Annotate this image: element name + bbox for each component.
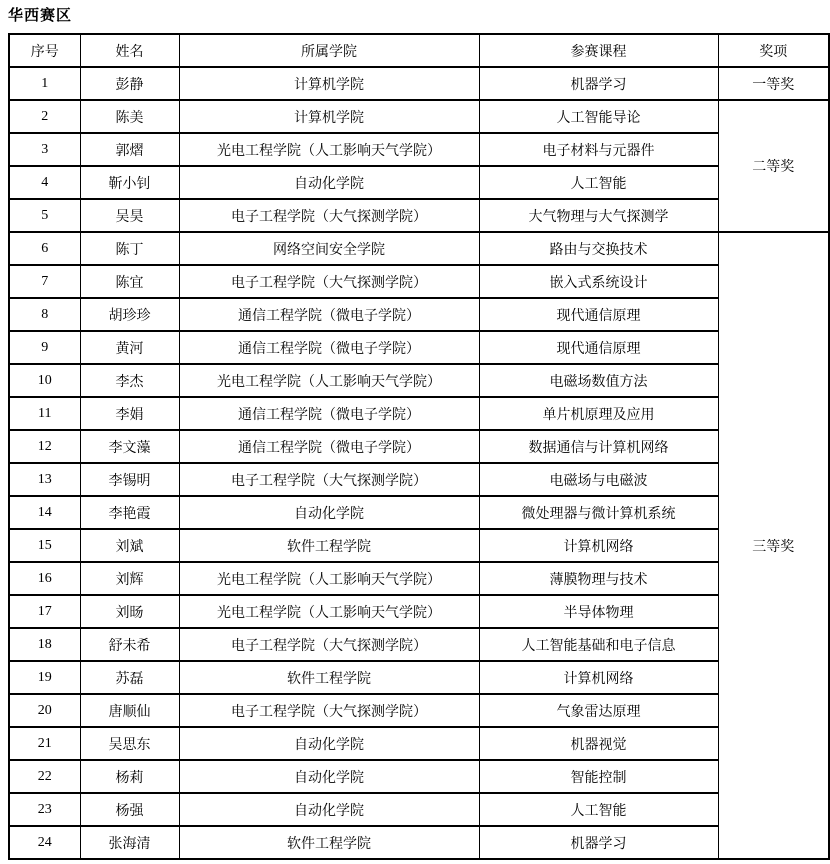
cell-college: 光电工程学院（人工影响天气学院） — [179, 562, 479, 595]
cell-name: 杨强 — [80, 793, 179, 826]
cell-no: 20 — [9, 694, 80, 727]
cell-college: 自动化学院 — [179, 793, 479, 826]
cell-name: 李艳霞 — [80, 496, 179, 529]
cell-name: 陈丁 — [80, 232, 179, 265]
cell-no: 6 — [9, 232, 80, 265]
cell-no: 19 — [9, 661, 80, 694]
cell-course: 人工智能 — [479, 793, 718, 826]
table-row — [9, 661, 829, 694]
table-row — [9, 430, 829, 463]
cell-course: 智能控制 — [479, 760, 718, 793]
cell-name: 李娟 — [80, 397, 179, 430]
cell-college: 电子工程学院（大气探测学院） — [179, 628, 479, 661]
cell-award: 一等奖 — [718, 67, 829, 100]
table-row — [9, 298, 829, 331]
cell-no: 12 — [9, 430, 80, 463]
cell-college: 光电工程学院（人工影响天气学院） — [179, 364, 479, 397]
cell-name: 刘斌 — [80, 529, 179, 562]
cell-course: 半导体物理 — [479, 595, 718, 628]
cell-name: 陈美 — [80, 100, 179, 133]
table-row — [9, 694, 829, 727]
cell-no: 16 — [9, 562, 80, 595]
table-row — [9, 595, 829, 628]
header-college: 所属学院 — [179, 34, 479, 67]
cell-college: 电子工程学院（大气探测学院） — [179, 694, 479, 727]
cell-college: 软件工程学院 — [179, 661, 479, 694]
cell-college: 通信工程学院（微电子学院） — [179, 397, 479, 430]
cell-name: 郭熠 — [80, 133, 179, 166]
cell-course: 路由与交换技术 — [479, 232, 718, 265]
cell-college: 自动化学院 — [179, 727, 479, 760]
cell-course: 电子材料与元器件 — [479, 133, 718, 166]
cell-name: 张海清 — [80, 826, 179, 859]
cell-no: 8 — [9, 298, 80, 331]
cell-course: 计算机网络 — [479, 661, 718, 694]
cell-no: 24 — [9, 826, 80, 859]
cell-no: 9 — [9, 331, 80, 364]
cell-no: 21 — [9, 727, 80, 760]
cell-course: 机器学习 — [479, 826, 718, 859]
page-title: 华西赛区 — [8, 8, 73, 24]
cell-college: 网络空间安全学院 — [179, 232, 479, 265]
cell-college: 电子工程学院（大气探测学院） — [179, 463, 479, 496]
cell-no: 7 — [9, 265, 80, 298]
cell-no: 13 — [9, 463, 80, 496]
table-row — [9, 826, 829, 859]
cell-name: 李杰 — [80, 364, 179, 397]
cell-course: 单片机原理及应用 — [479, 397, 718, 430]
table-row — [9, 529, 829, 562]
cell-name: 刘旸 — [80, 595, 179, 628]
cell-no: 1 — [9, 67, 80, 100]
table-row — [9, 397, 829, 430]
cell-course: 计算机网络 — [479, 529, 718, 562]
cell-no: 2 — [9, 100, 80, 133]
cell-course: 现代通信原理 — [479, 331, 718, 364]
cell-no: 5 — [9, 199, 80, 232]
cell-name: 唐顺仙 — [80, 694, 179, 727]
table-row — [9, 628, 829, 661]
table-row — [9, 331, 829, 364]
cell-name: 舒未希 — [80, 628, 179, 661]
cell-college: 自动化学院 — [179, 496, 479, 529]
cell-no: 23 — [9, 793, 80, 826]
cell-name: 黄河 — [80, 331, 179, 364]
cell-name: 胡珍珍 — [80, 298, 179, 331]
table-row — [9, 100, 829, 133]
cell-college: 光电工程学院（人工影响天气学院） — [179, 595, 479, 628]
table-row — [9, 562, 829, 595]
table-row — [9, 199, 829, 232]
cell-college: 自动化学院 — [179, 166, 479, 199]
cell-course: 气象雷达原理 — [479, 694, 718, 727]
cell-course: 电磁场与电磁波 — [479, 463, 718, 496]
cell-course: 机器学习 — [479, 67, 718, 100]
cell-course: 大气物理与大气探测学 — [479, 199, 718, 232]
cell-award: 三等奖 — [718, 232, 829, 859]
header-award: 奖项 — [718, 34, 829, 67]
cell-name: 苏磊 — [80, 661, 179, 694]
table-row — [9, 133, 829, 166]
cell-name: 彭静 — [80, 67, 179, 100]
cell-name: 刘辉 — [80, 562, 179, 595]
cell-college: 通信工程学院（微电子学院） — [179, 331, 479, 364]
cell-college: 电子工程学院（大气探测学院） — [179, 265, 479, 298]
cell-course: 薄膜物理与技术 — [479, 562, 718, 595]
table-row — [9, 166, 829, 199]
cell-award: 二等奖 — [718, 100, 829, 232]
cell-no: 4 — [9, 166, 80, 199]
cell-college: 通信工程学院（微电子学院） — [179, 298, 479, 331]
cell-college: 通信工程学院（微电子学院） — [179, 430, 479, 463]
cell-name: 陈宜 — [80, 265, 179, 298]
cell-name: 杨莉 — [80, 760, 179, 793]
cell-course: 人工智能 — [479, 166, 718, 199]
table-row — [9, 232, 829, 265]
table-row — [9, 793, 829, 826]
cell-course: 人工智能导论 — [479, 100, 718, 133]
cell-college: 电子工程学院（大气探测学院） — [179, 199, 479, 232]
cell-no: 15 — [9, 529, 80, 562]
table-body — [9, 67, 829, 859]
cell-no: 10 — [9, 364, 80, 397]
table-row — [9, 265, 829, 298]
cell-course: 人工智能基础和电子信息 — [479, 628, 718, 661]
cell-college: 光电工程学院（人工影响天气学院） — [179, 133, 479, 166]
award-table — [8, 33, 830, 860]
cell-college: 软件工程学院 — [179, 529, 479, 562]
cell-college: 软件工程学院 — [179, 826, 479, 859]
header-course: 参赛课程 — [479, 34, 718, 67]
cell-name: 李锡明 — [80, 463, 179, 496]
cell-no: 3 — [9, 133, 80, 166]
cell-name: 李文藻 — [80, 430, 179, 463]
cell-name: 吴昊 — [80, 199, 179, 232]
table-row — [9, 760, 829, 793]
cell-course: 微处理器与微计算机系统 — [479, 496, 718, 529]
cell-no: 17 — [9, 595, 80, 628]
cell-no: 22 — [9, 760, 80, 793]
cell-college: 计算机学院 — [179, 67, 479, 100]
cell-name: 吴思东 — [80, 727, 179, 760]
cell-course: 现代通信原理 — [479, 298, 718, 331]
table-row — [9, 463, 829, 496]
table-row — [9, 496, 829, 529]
cell-course: 嵌入式系统设计 — [479, 265, 718, 298]
cell-course: 电磁场数值方法 — [479, 364, 718, 397]
cell-course: 数据通信与计算机网络 — [479, 430, 718, 463]
header-row — [9, 34, 829, 67]
header-name: 姓名 — [80, 34, 179, 67]
cell-no: 18 — [9, 628, 80, 661]
table-row — [9, 67, 829, 100]
cell-name: 靳小钊 — [80, 166, 179, 199]
header-no: 序号 — [9, 34, 80, 67]
table-row — [9, 364, 829, 397]
cell-college: 计算机学院 — [179, 100, 479, 133]
cell-no: 11 — [9, 397, 80, 430]
table-row — [9, 727, 829, 760]
cell-course: 机器视觉 — [479, 727, 718, 760]
cell-college: 自动化学院 — [179, 760, 479, 793]
cell-no: 14 — [9, 496, 80, 529]
